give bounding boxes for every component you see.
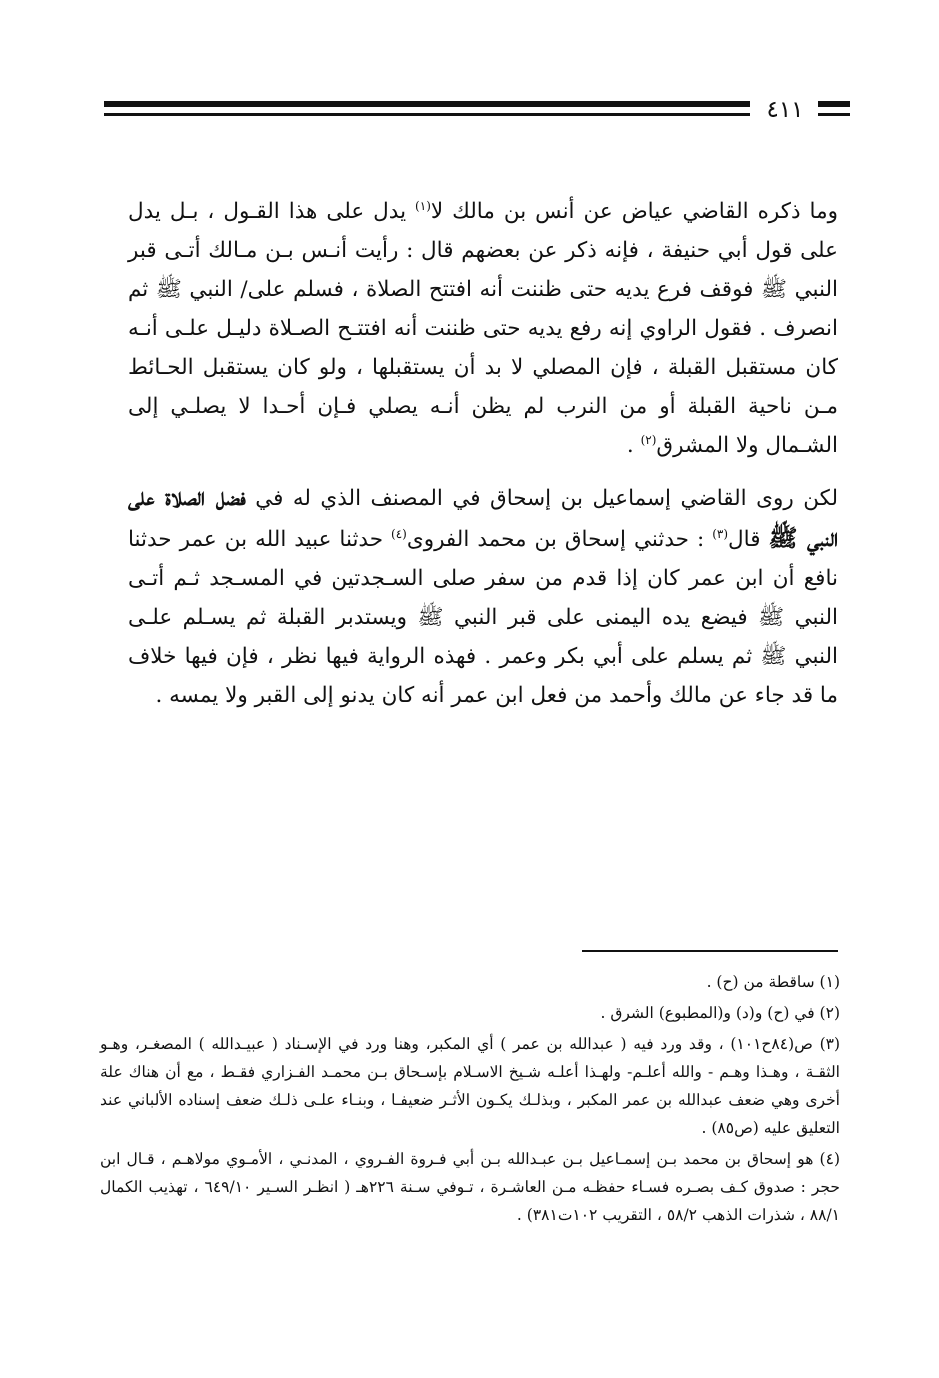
header-rule-right-bottom	[818, 113, 850, 116]
main-text	[128, 192, 838, 715]
header-rule-bottom	[104, 113, 750, 116]
text-span: قال	[728, 527, 769, 552]
footnote-ref-2[interactable]: (٢)	[640, 432, 657, 447]
paragraph-2	[128, 477, 838, 715]
text-span: : حدثني إسحاق بن محمد الفروى	[406, 527, 713, 552]
text-span: يدل على هذا القـول ، بـل يدل على قول أبي حنيفة ، فإنه ذكر عن بعضهم قال : رأيت أنـس بـن مـالك أتـى قبر النبي ﷺ فوقف فرع يديه حتى ظننت أنه افتتح الصلاة ، فسلم على/ النبي ﷺ ثم انصرف . فقول الراوي إنه رفع يديه حتى ظننت أنه افتتـح الصـلاة دليـل علـى أنـه كان مستقبل القبلة ، فإن المصلي لا بد أن يستقبلها ، ولو كان يستقبل الحـائط مـن ناحية القبلة أو من النرب لم يظن أنـه يصلي فـإن أحـدا لا يصلـي إلى الشـمال ولا المشرق	[128, 199, 838, 458]
footnote-ref-4[interactable]: (٤)	[391, 526, 407, 541]
page-number: ٤١١	[766, 97, 804, 123]
footnote-1: (١) ساقطة من (ح) .	[706, 973, 840, 991]
text-span: لكن روى القاضي إسماعيل بن إسحاق في المصنف الذي له في	[245, 486, 838, 511]
text-span: حدثنا عبيد الله بن عمر حدثنا نافع أن ابن عمر كان إذا قدم من سفر صلى السـجدتين في المسـجد ثـم أتـى النبي ﷺ فيضع يده اليمنى على قبر النبي ﷺ ويستدبر القبلة ثم يسـلم علـى النبي ﷺ ثم يسلم على أبي بكر وعمر . فهذه الرواية فيها نظر ، فإن فيها خلاف ما قد جاء عن مالك وأحمد من فعل ابن عمر أنه كان يدنو إلى القبر ولا يمسه .	[128, 527, 838, 708]
text-span: .	[626, 433, 641, 458]
book-title: فضل الصلاة على النبي ﷺ	[128, 482, 838, 552]
paragraph-1	[128, 192, 838, 465]
text-span: وما ذكره القاضي عياض عن أنس بن مالك لا	[430, 199, 839, 224]
footnote-2: (٢) في (ح) و(د) و(المطبوع) الشرق .	[600, 1004, 840, 1022]
header-rule-top	[104, 101, 750, 107]
footnote-4: (٤) هو إسحاق بن محمد بـن إسمـاعيل بـن عبـدالله بـن أبي فـروة الفـروي ، المدنـي ، الأمـوي مولاهـم ، قـال ابن حجر : صدوق كـف بصـره فسـاء حفظـه مـن العاشـرة ، تـوفي سـنة ٢٢٦هـ ( انظـر السـير ٦٤٩/١٠ ، تهذيب الكمال ٨٨/١ ، شذرات الذهب ٥٨/٢ ، التقريب ١٠٢ت٣٨١) .	[100, 1150, 840, 1224]
footnotes	[100, 968, 840, 1232]
header-rule-right-top	[818, 101, 850, 107]
footnote-separator	[582, 950, 838, 952]
footnote-3: (٣) ص(٨٤ح١٠١) ، وقد ورد فيه ( عبدالله بن عمر ) أي المكبر، وهنا ورد في الإسـناد ( عبيـدالله ) المصغـر، وهـو الثقـة ، وهـذا وهـم - والله أعلـم- ولهـذا أعلـه شـيخ الاسـلام بإسـحاق بـن محمـد الفـزاري فقـط ، مع أن هناك علة أخرى وهي ضعف عبدالله بن عمر المكبر ، وبذلـك يكـون الأثـر ضعيفـا ، وبنـاء علـى ذلـك ضعف إسناده الألباني عند التعليق عليه (ص٨٥) .	[100, 1035, 841, 1137]
footnote-ref-3[interactable]: (٣)	[712, 526, 729, 541]
footnote-ref-1[interactable]: (١)	[415, 198, 431, 213]
